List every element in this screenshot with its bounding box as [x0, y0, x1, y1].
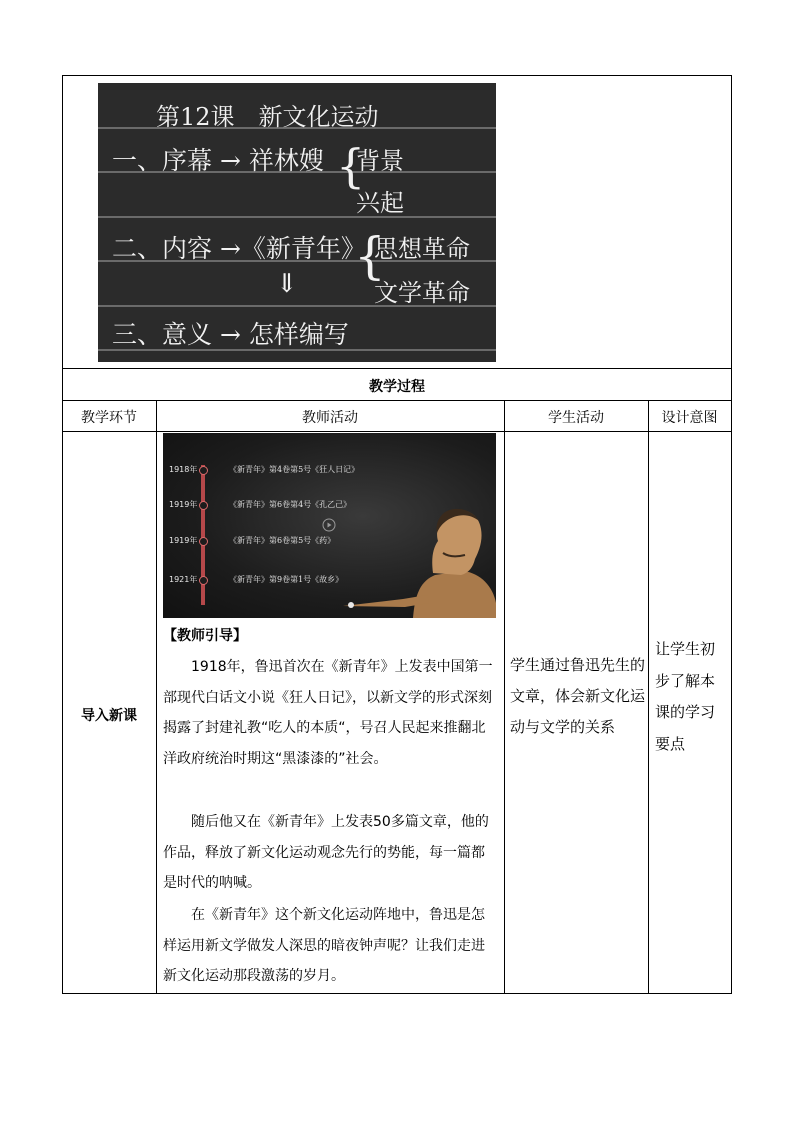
- blackboard-image: [98, 83, 496, 362]
- header-teacher: 教师活动: [302, 410, 358, 426]
- board-row-1-a: 背景: [356, 147, 404, 175]
- design-intent-text: 让学生初步了解本课的学习要点: [655, 640, 716, 753]
- board-brace-2: {: [354, 227, 386, 285]
- row-divider: [62, 431, 732, 432]
- teacher-paragraph-3: 在《新青年》这个新文化运动阵地中，鲁迅是怎样运用新文学做发人深思的暗夜钟声呢？让我们走进新文化运动那段激荡的岁月。: [163, 907, 485, 984]
- board-title: 第12课 新文化运动: [156, 103, 379, 131]
- timeline-event: 《新青年》第9卷第1号《故乡》: [229, 575, 344, 584]
- teacher-guide-label: 【教师引导】: [163, 628, 247, 644]
- timeline-year: 1919年: [169, 536, 198, 545]
- teacher-paragraph-2: 随后他又在《新青年》上发表50多篇文章，他的作品，释放了新文化运动观念先行的势能，每一篇都是时代的呐喊。: [163, 814, 489, 891]
- header-student: 学生活动: [548, 410, 604, 426]
- row-divider: [62, 368, 732, 369]
- table-border-right: [731, 75, 732, 994]
- timeline-year: 1918年: [169, 465, 198, 474]
- table-border-bottom: [62, 993, 732, 994]
- column-divider: [648, 400, 649, 994]
- board-brace-1: {: [336, 139, 366, 193]
- board-row-2: 二、内容 →《新青年》: [112, 234, 366, 263]
- column-divider: [156, 400, 157, 994]
- board-row-2-b: 文学革命: [374, 279, 470, 307]
- column-divider: [504, 400, 505, 994]
- table-border-left: [62, 75, 63, 994]
- section-title: 教学过程: [369, 379, 425, 395]
- timeline-event: 《新青年》第6卷第5号《药》: [229, 536, 336, 545]
- stage-label: 导入新课: [81, 708, 137, 724]
- video-slide: [163, 433, 496, 618]
- lu-xun-portrait-icon: [343, 503, 496, 618]
- header-intent: 设计意图: [661, 410, 718, 426]
- timeline-dot: [199, 537, 208, 546]
- teacher-paragraph-1: 1918年，鲁迅首次在《新青年》上发表中国第一部现代白话文小说《狂人日记》，以新文学的形式深刻揭露了封建礼教“吃人的本质“，号召人民起来推翻北洋政府统治时期这“黑漆漆的”社会。: [163, 659, 493, 767]
- table-border-top: [62, 75, 732, 76]
- timeline-year: 1921年: [169, 575, 198, 584]
- student-activity-text: 学生通过鲁迅先生的文章，体会新文化运动与文学的关系: [510, 656, 646, 736]
- timeline-event: 《新青年》第4卷第5号《狂人日记》: [229, 465, 360, 474]
- timeline-year: 1919年: [169, 500, 198, 509]
- timeline-dot: [199, 576, 208, 585]
- play-icon[interactable]: [322, 518, 336, 532]
- timeline-dot: [199, 501, 208, 510]
- header-stage: 教学环节: [81, 410, 137, 426]
- board-row-1: 一、序幕 → 祥林嫂: [112, 146, 324, 175]
- board-row-3: 三、意义 → 怎样编写: [112, 320, 349, 349]
- timeline-dot: [199, 466, 208, 475]
- board-row-1-b: 兴起: [356, 189, 404, 217]
- board-down-arrow: ⇓: [276, 269, 298, 299]
- row-divider: [62, 400, 732, 401]
- timeline-event: 《新青年》第6卷第4号《孔乙己》: [229, 500, 352, 509]
- board-row-2-a: 思想革命: [374, 235, 470, 263]
